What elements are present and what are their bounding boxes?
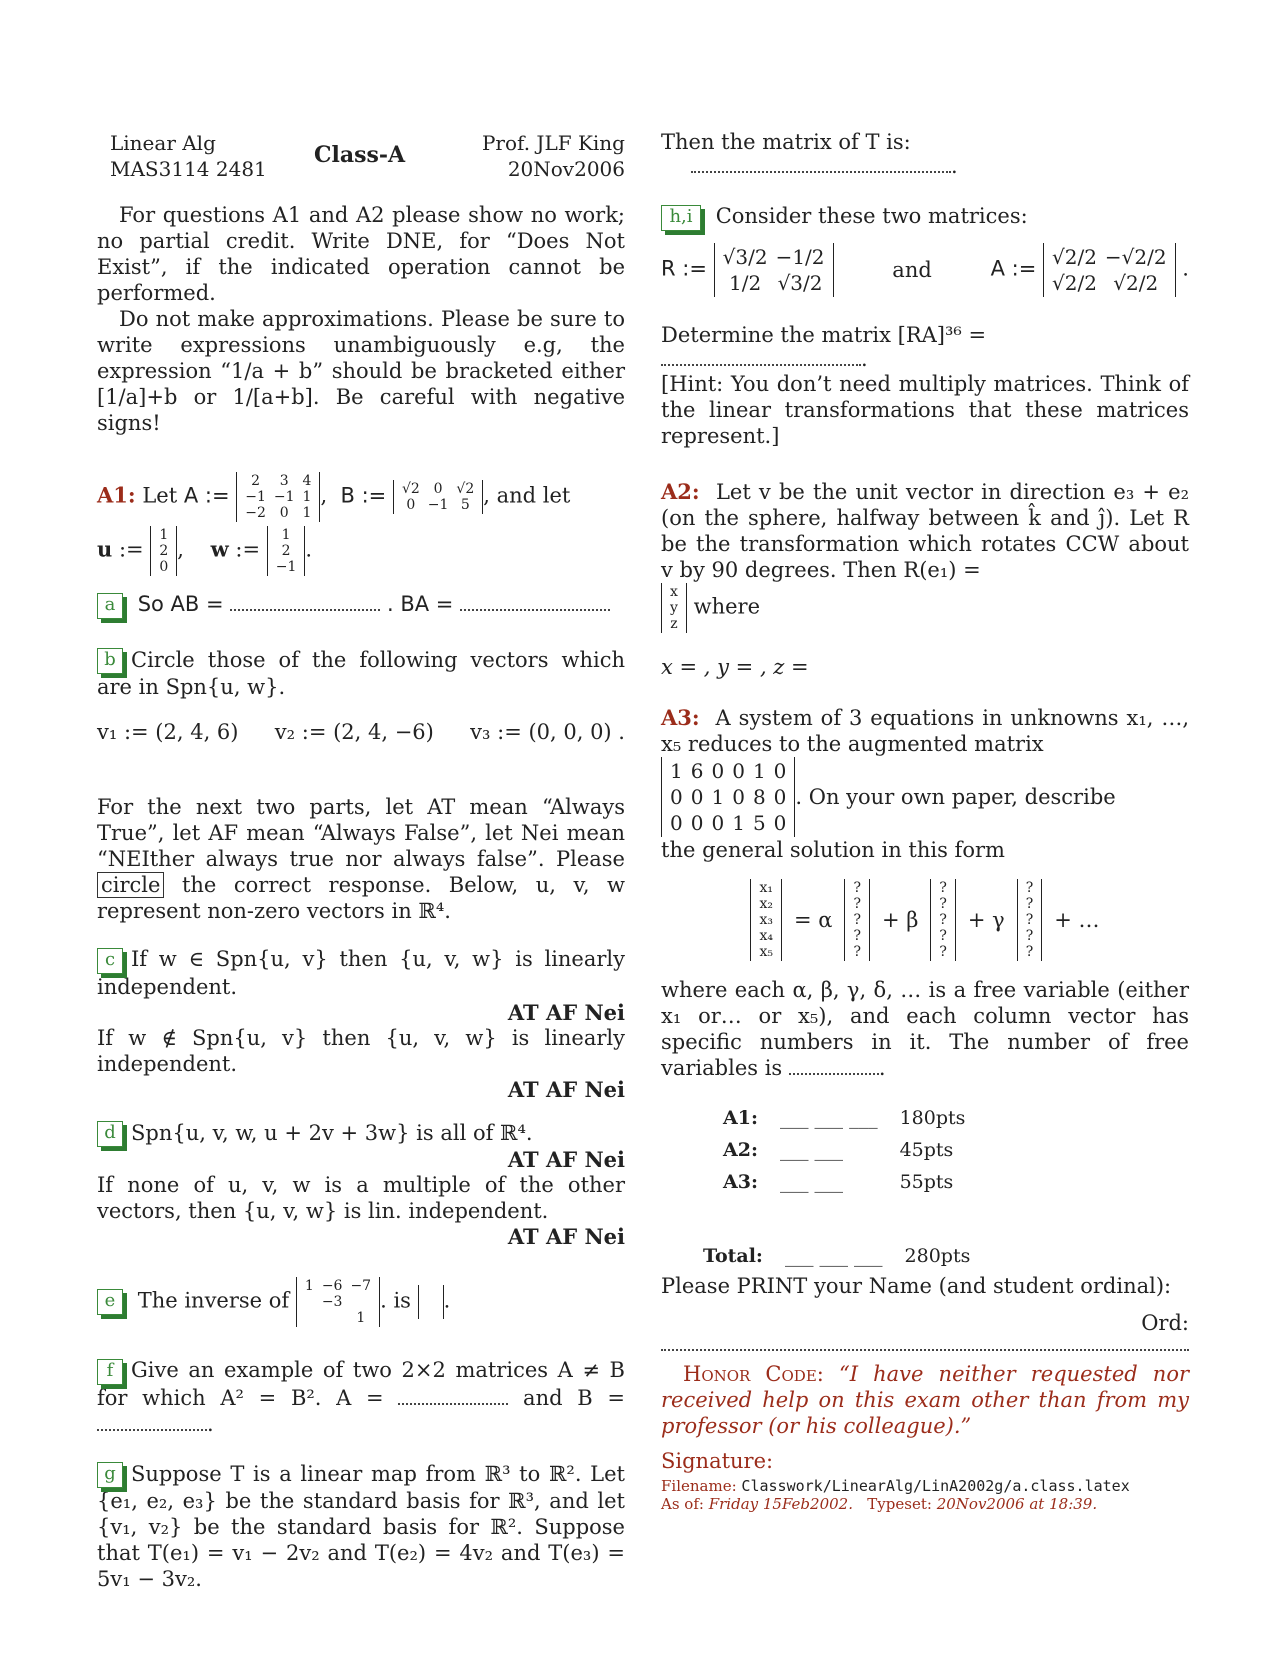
column-gamma — [1017, 879, 1043, 961]
course-name: Linear Alg — [110, 131, 216, 155]
matrix-entry: x₁ — [759, 879, 773, 896]
matrix-entry: 1 — [304, 1278, 314, 1294]
matrix-entry: ? — [939, 895, 947, 912]
d1-choices[interactable]: AT AF Nei — [507, 1147, 625, 1172]
print-name: Please PRINT your Name (and student ordinal): — [661, 1273, 1172, 1298]
f-and: and B = — [523, 1385, 625, 1410]
matrix-entry: 1 — [302, 489, 312, 505]
matrix-entry: 0 — [670, 784, 683, 809]
matrix-entry: ? — [1025, 895, 1034, 912]
a3-text3: the general solution in this form — [661, 837, 1005, 862]
matrix-entry: 4 — [302, 473, 312, 489]
ab-text: So AB = — [137, 592, 224, 616]
matrix-entry: 1 — [281, 527, 291, 543]
matrix-entry: z — [670, 615, 678, 632]
matrix-entry: ? — [853, 927, 861, 944]
matrix-entry: x₄ — [759, 927, 773, 944]
matrix-entry: 0 — [773, 784, 787, 809]
vector-w — [267, 526, 306, 576]
part-f: f Give an example of two 2×2 matrices A ≠ B for which A² = B². A = and B = . — [97, 1358, 625, 1436]
part-g — [97, 1461, 625, 1593]
ba-answer-blank[interactable] — [460, 595, 610, 611]
ba-text: . BA = — [386, 592, 454, 616]
part-c — [97, 946, 625, 1102]
ab-answer-blank[interactable] — [230, 595, 380, 611]
matrix-entry: √3/2 — [722, 244, 768, 269]
part-a — [97, 592, 625, 619]
matrix-entry: ? — [853, 879, 861, 896]
matrix-entry: 0 — [732, 758, 745, 783]
f-b-blank[interactable] — [97, 1415, 207, 1431]
matrix-entry: 6 — [690, 758, 704, 783]
matrix-entry: −1/2 — [775, 244, 825, 269]
free-vars-blank[interactable] — [789, 1059, 879, 1075]
matrix-entry: 0 — [711, 810, 725, 835]
matrix-entry: −1 — [273, 489, 295, 505]
matrix-entry: 0 — [690, 784, 704, 809]
matrix-a-rot — [1043, 243, 1176, 297]
matrix-entry: 0 — [406, 497, 416, 513]
g-text: Suppose T is a linear map from ℝ³ to ℝ². Let {e₁, e₂, e₃} be the standard basis for ℝ³, and let {v₁, v₂} be the standard basis for ℝ². Suppose that T(e₁) = v₁ − 2v₂ and T(e₂) = 4v₂ and T(e₃) = 5v₁ − 3v₂. — [97, 1461, 625, 1591]
a1-label: A1: — [97, 482, 136, 508]
matrix-entry: 0 — [773, 810, 787, 835]
exam-header — [97, 130, 625, 190]
matrix-entry: 1 — [356, 1310, 366, 1326]
augmented-matrix — [661, 757, 795, 837]
total-row: Total: ___ ___ ___ 280pts — [703, 1244, 971, 1267]
matrix-entry: ? — [853, 943, 861, 960]
matrix-entry: 2 — [159, 543, 169, 559]
e-is: . is — [380, 1288, 411, 1313]
tag-d: d — [97, 1121, 123, 1147]
matrix-entry: −3 — [321, 1294, 343, 1310]
matrix-entry: 2 — [251, 473, 261, 489]
part-d — [97, 1120, 625, 1250]
a2-label: A2: — [661, 478, 700, 504]
a3-text: A system of 3 equations in unknowns x₁, …, x₅ reduces to the augmented matrix — [661, 705, 1189, 756]
hint: [Hint: You don’t need multiply matrices. Think of the linear transformations that these matrices represent.] — [661, 371, 1189, 448]
vector-xyz — [661, 583, 687, 633]
matrix-entry: √2 — [456, 481, 475, 497]
a2-where: where — [693, 594, 761, 618]
question-a1: A1: Let A := 2 3 4 −1 −1 1 −2 0 1, B := √2 0 √2 0 −1 5 , and let u := 1 2 0, w := 1 2 −1. — [97, 473, 571, 575]
tag-g: g — [97, 1462, 123, 1488]
vector-v3[interactable]: v₃ := (0, 0, 0) . — [470, 720, 625, 744]
matrix-b — [393, 480, 483, 514]
matrix-entry: ? — [939, 943, 947, 960]
matrix-entry: ? — [1025, 927, 1034, 944]
tag-c: c — [97, 948, 123, 974]
matrix-t-text: Then the matrix of T is: — [661, 130, 911, 154]
question-a2 — [661, 479, 1189, 679]
vector-v2[interactable]: v₂ := (2, 4, −6) — [274, 720, 434, 744]
column-alpha — [844, 879, 870, 961]
a-label: A := — [990, 256, 1037, 280]
matrix-r — [714, 243, 834, 297]
tag-f: f — [97, 1359, 123, 1385]
matrix-entry: 0 — [433, 481, 443, 497]
exam-date: 20Nov2006 — [507, 157, 625, 181]
matrix-t-line: Then the matrix of T is: . — [661, 130, 958, 178]
professor: Prof. JLF King — [481, 131, 625, 155]
matrix-entry: −1 — [427, 497, 449, 513]
tag-b: b — [97, 648, 123, 674]
general-solution: x₁ x₂ x₃ x₄ x₅ = α ? ? ? ? ? + β ? ? ? ? ? + γ ? ? ? ? ? + … — [661, 879, 1189, 961]
matrix-e — [296, 1277, 380, 1327]
score-row: A1: ___ ___ ___ 180pts — [723, 1106, 966, 1129]
matrix-entry: x₃ — [759, 911, 773, 928]
a3-text2: . On your own paper, describe — [795, 784, 1116, 809]
matrix-entry: √2/2 — [1051, 244, 1097, 269]
signature-label: Signature: — [661, 1448, 774, 1473]
score-row: A2: ___ ___ 45pts — [723, 1138, 954, 1161]
c1-choices[interactable]: AT AF Nei — [507, 999, 625, 1025]
parts-intro: For the next two parts, let AT mean “Always True”, let AF mean “Always False”, let Nei mean “NEIther always true nor always false”. Please circle the correct response. Below, u, v, w represent non-zero vectors in ℝ⁴. — [97, 795, 625, 923]
matrix-entry: 1 — [732, 810, 745, 835]
matrix-entry: ? — [853, 911, 861, 928]
matrix-entry: ? — [939, 911, 947, 928]
a1-and-let: , and let — [483, 483, 571, 508]
and-text: and — [892, 257, 932, 282]
matrix-entry: 0 — [773, 758, 787, 783]
honor-code: Honor Code: “I have neither requested nor received help on this exam other than from my professor (or his colleague).” — [661, 1361, 1189, 1438]
f-text: Give an example of two 2×2 matrices A ≠ B for which A² = B². A = — [97, 1358, 625, 1410]
name-blank[interactable] — [661, 1335, 1189, 1351]
right-column — [661, 130, 1189, 1513]
matrix-entry — [319, 1311, 346, 1325]
matrix-entry: 0 — [690, 810, 704, 835]
question-a3: A3: A system of 3 equations in unknowns x₁, …, x₅ reduces to the augmented matrix 1 6 0 0 1 0 0 0 1 0 8 0 0 0 0 1 5 0 . On your own paper, describe the general solution in this form x₁ x₂ x₃ x₄ x₅ = α ? ? ? ? ? + β ? ? ? ? ? + γ ? ? ? ? ? + … where each α, β, γ, δ, … is a free variable (either x₁ or… or x₅), and each column vector has specific numbers in it. The number of free variables is . — [661, 704, 1189, 1080]
a2-text: Let v be the unit vector in direction e₃ + e₂ (on the sphere, halfway between k̂ and ĵ). Let R be the transformation which rotates CCW about v by 90 degrees. Then R(e₁) = — [661, 479, 1189, 582]
score-row: A3: ___ ___ 55pts — [723, 1170, 954, 1193]
part-b — [97, 647, 625, 745]
course-code: MAS3114 2481 — [110, 157, 267, 181]
d-statement-2: If none of u, v, w is a multiple of the other vectors, then {u, v, w} is lin. independent. — [97, 1173, 625, 1223]
matrix-entry: ? — [1025, 911, 1034, 928]
matrix-entry: 2 — [281, 543, 291, 559]
matrix-entry: −1 — [275, 559, 297, 575]
matrix-entry: −7 — [350, 1278, 372, 1294]
matrix-entry: 1 — [752, 758, 766, 783]
d-statement-1: Spn{u, v, w, u + 2v + 3w} is all of ℝ⁴. — [131, 1120, 533, 1145]
matrix-entry: ? — [939, 879, 947, 896]
matrix-entry: ? — [939, 927, 947, 944]
ord-label: Ord: — [1141, 1310, 1189, 1335]
matrix-entry: √2/2 — [1051, 270, 1097, 295]
c-statement-2: If w ∉ Spn{u, v} then {u, v, w} is linearly independent. — [97, 1025, 625, 1076]
circle-word: circle — [97, 872, 164, 898]
matrix-entry: −2 — [245, 505, 266, 521]
a1-let: Let — [142, 483, 178, 508]
matrix-entry: x₅ — [759, 943, 773, 960]
matrix-entry: 0 — [670, 810, 683, 835]
matrix-entry: 1 — [302, 505, 312, 521]
c-statement-1: If w ∈ Spn{u, v} then {u, v, w} is linearly independent. — [97, 947, 625, 999]
part-hi: h,i Consider these two matrices: R := √3/2 −1/2 1/2 √3/2 and A := √2/2 −√2/2 √2/2 √2/2 . Determine the matrix [RA]³⁶ = . [Hint: You don’t need multiply matrices. Think of the linear transformations that these matrices represent.] — [661, 204, 1189, 448]
matrix-a — [236, 472, 320, 522]
matrix-entry: 8 — [752, 784, 766, 809]
b-text: Circle those of the following vectors which are in Spn{u, w}. — [97, 647, 625, 699]
part-e: e The inverse of 1 −6 −7 −3 1. is . — [97, 1277, 625, 1327]
matrix-entry: x — [670, 583, 678, 600]
matrix-entry — [302, 1295, 317, 1309]
d2-choices[interactable]: AT AF Nei — [507, 1224, 625, 1249]
matrix-entry: 5 — [752, 810, 766, 835]
score-table — [711, 1101, 977, 1199]
left-column — [97, 130, 625, 1592]
a3-text4: where each α, β, γ, δ, … is a free variable (either x₁ or… or x₅), and each column vector has specific numbers in it. The number of free variables is — [661, 977, 1189, 1080]
intro-paragraph-1: For questions A1 and A2 please show no work; no partial credit. Write DNE, for “Does Not Exist”, if the indicated operation cannot be performed. — [97, 203, 625, 305]
matrix-entry: 0 — [279, 505, 289, 521]
matrix-entry: 0 — [732, 784, 745, 809]
matrix-entry — [302, 1311, 317, 1325]
r-label: R := — [661, 256, 707, 280]
exam-title: Class-A — [314, 142, 406, 168]
f-a-blank[interactable] — [398, 1389, 508, 1405]
file-info: Filename: Classwork/LinearAlg/LinA2002g/a.class.latex As of: Friday 15Feb2002. Typeset: 20Nov2006 at 18:39. — [661, 1476, 1130, 1513]
e-text: The inverse of — [137, 1288, 290, 1313]
xyz-blanks[interactable]: x = , y = , z = — [661, 654, 809, 679]
a3-label: A3: — [661, 704, 700, 730]
tag-a: a — [97, 593, 123, 619]
matrix-entry: −6 — [321, 1278, 343, 1294]
inverse-answer-blank[interactable] — [418, 1285, 444, 1319]
matrix-entry: 0 — [159, 559, 169, 575]
vector-u — [150, 526, 177, 576]
matrix-entry: 1 — [711, 784, 725, 809]
matrix-entry: ? — [1025, 943, 1034, 960]
matrix-entry: y — [670, 599, 678, 616]
matrix-entry: ? — [853, 895, 861, 912]
matrix-entry: 1 — [159, 527, 169, 543]
matrix-t-blank[interactable] — [691, 157, 951, 173]
c2-choices[interactable]: AT AF Nei — [507, 1076, 625, 1102]
matrix-entry: √3/2 — [777, 270, 823, 295]
ra36-blank[interactable] — [661, 350, 861, 366]
matrix-entry: 1/2 — [729, 270, 762, 295]
vector-v1[interactable]: v₁ := (2, 4, 6) — [97, 720, 239, 744]
matrix-entry: −√2/2 — [1104, 244, 1167, 269]
hi-text: Consider these two matrices: — [715, 204, 1028, 228]
matrix-entry: x₂ — [759, 895, 773, 912]
intro-paragraph-2: Do not make approximations. Please be sure to write expressions unambiguously e.g, the expression “1/a + b” should be bracketed either [1/a]+b or 1/[a+b]. Be careful with negative signs! — [97, 307, 625, 435]
matrix-entry: √2/2 — [1113, 270, 1159, 295]
det-text: Determine the matrix [RA]³⁶ = — [661, 322, 987, 347]
matrix-entry: −1 — [245, 489, 266, 505]
matrix-entry: 1 — [670, 758, 683, 783]
column-beta — [930, 879, 956, 961]
matrix-entry — [347, 1295, 374, 1309]
vector-x — [750, 879, 782, 961]
matrix-entry: 0 — [711, 758, 725, 783]
matrix-entry: ? — [1025, 879, 1034, 896]
matrix-entry: 3 — [279, 473, 289, 489]
tag-hi: h,i — [661, 205, 701, 231]
tag-e: e — [97, 1289, 123, 1315]
matrix-entry: 5 — [460, 497, 470, 513]
matrix-entry: √2 — [401, 481, 420, 497]
